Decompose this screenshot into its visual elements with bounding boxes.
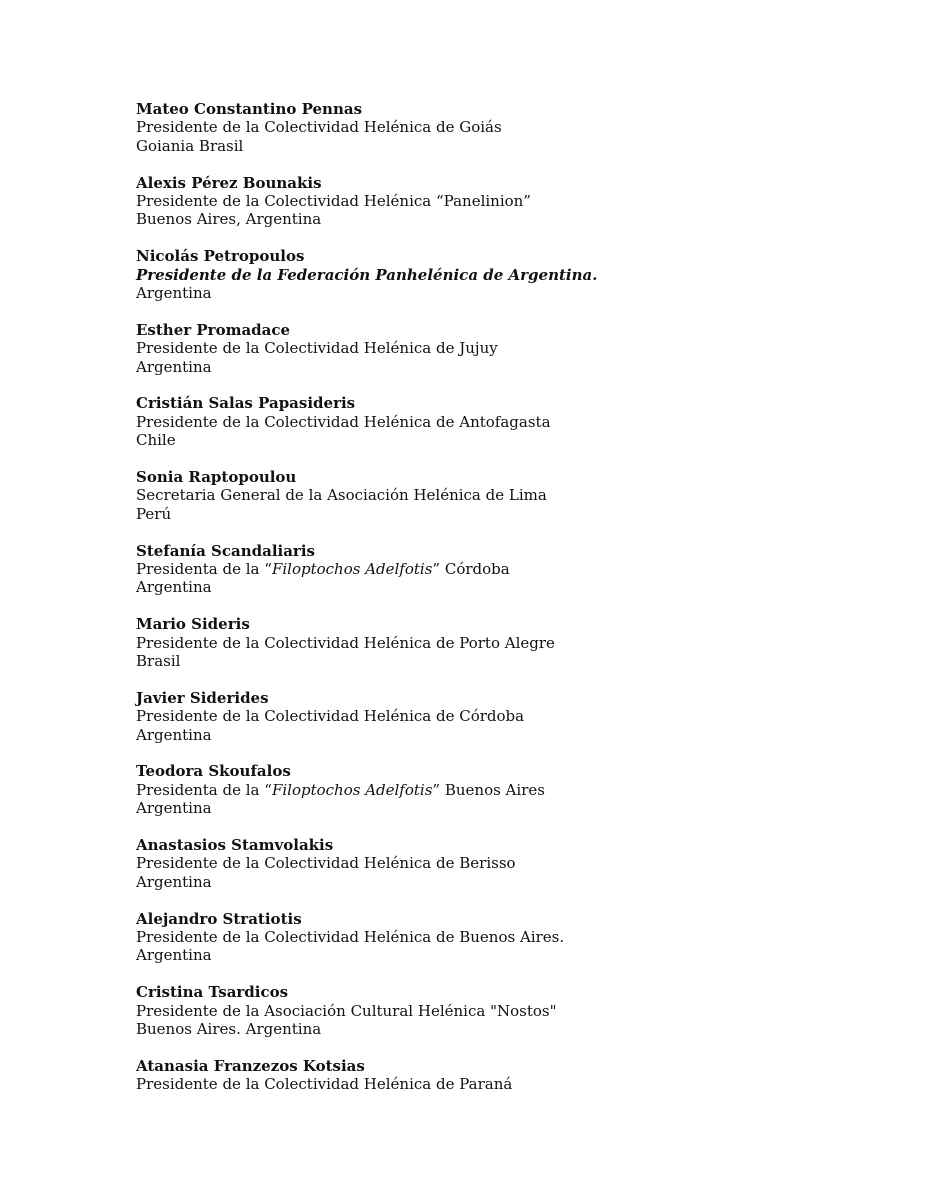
entry-location: Perú [136, 504, 172, 523]
entry-role: Presidente de la Colectividad Helénica de Buenos Aires. [136, 927, 565, 946]
entry-role: Presidente de la Colectividad Helénica “Panelinion” [136, 191, 531, 210]
entry [136, 321, 836, 395]
entry-location: Buenos Aires, Argentina [136, 210, 322, 229]
entry-name: Teodora Skoufalos [136, 762, 291, 781]
entry [136, 836, 836, 910]
entry-location: Argentina [136, 283, 212, 302]
entry-role: Presidente de la Colectividad Helénica de Córdoba [136, 707, 525, 726]
entry [136, 689, 836, 763]
entry-name: Stefanía Scandaliaris [136, 541, 315, 560]
entry-location: Argentina [136, 872, 212, 891]
entry-role-suffix: ” Córdoba [432, 559, 510, 578]
entry [136, 1057, 836, 1131]
entry [136, 100, 836, 174]
entry [136, 468, 836, 542]
entry-name: Esther Promadace [136, 320, 291, 339]
entry-name: Javier Siderides [136, 688, 269, 707]
entry [136, 762, 836, 836]
entry-name: Cristina Tsardicos [136, 983, 289, 1002]
entry-role [136, 560, 836, 578]
entry-role: Presidente de la Federación Panhelénica de Argentina. [136, 265, 598, 284]
entry [136, 983, 836, 1057]
entry-role-italic: Filoptochos Adelfotis [271, 780, 433, 799]
entry-role: Presidente de la Colectividad Helénica de Berisso [136, 854, 516, 873]
entry-role-prefix: Presidenta de la “ [136, 559, 272, 578]
entry-list [136, 100, 836, 1130]
entry-role: Presidente de la Colectividad Helénica de Porto Alegre [136, 633, 555, 652]
entry-role: Presidente de la Colectividad Helénica de Paraná [136, 1075, 513, 1094]
entry-name: Anastasios Stamvolakis [136, 835, 334, 854]
entry-name: Sonia Raptopoulou [136, 467, 297, 486]
entry-location: Argentina [136, 578, 212, 597]
entry-role: Presidente de la Colectividad Helénica de Goiás [136, 118, 502, 137]
entry-name: Atanasia Franzezos Kotsias [136, 1056, 365, 1075]
entry [136, 394, 836, 468]
entry [136, 174, 836, 248]
entry [136, 615, 836, 689]
entry [136, 542, 836, 616]
entry-location: Buenos Aires. Argentina [136, 1019, 322, 1038]
entry [136, 247, 836, 321]
entry-name: Alexis Pérez Bounakis [136, 173, 322, 192]
entry-location: Goiania Brasil [136, 136, 244, 155]
entry-role: Presidente de la Asociación Cultural Helénica "Nostos" [136, 1001, 557, 1020]
entry-location: Argentina [136, 946, 212, 965]
entry-name: Mario Sideris [136, 615, 250, 634]
entry-location: Argentina [136, 725, 212, 744]
entry-name: Alejandro Stratiotis [136, 909, 302, 928]
entry [136, 910, 836, 984]
entry-name: Cristián Salas Papasideris [136, 394, 356, 413]
entry-location: Brasil [136, 651, 181, 670]
entry-role-prefix: Presidenta de la “ [136, 780, 272, 799]
entry-name: Nicolás Petropoulos [136, 247, 305, 266]
entry-location: Argentina [136, 799, 212, 818]
entry-location: Argentina [136, 357, 212, 376]
entry-role-italic: Filoptochos Adelfotis [271, 559, 433, 578]
entry-role [136, 781, 836, 799]
entry-role: Secretaria General de la Asociación Helénica de Lima [136, 486, 547, 505]
entry-role: Presidente de la Colectividad Helénica de Antofagasta [136, 412, 551, 431]
entry-name: Mateo Constantino Pennas [136, 100, 363, 118]
entry-role-suffix: ” Buenos Aires [432, 780, 545, 799]
entry-location: Chile [136, 431, 176, 450]
entry-role: Presidente de la Colectividad Helénica de Jujuy [136, 339, 498, 358]
